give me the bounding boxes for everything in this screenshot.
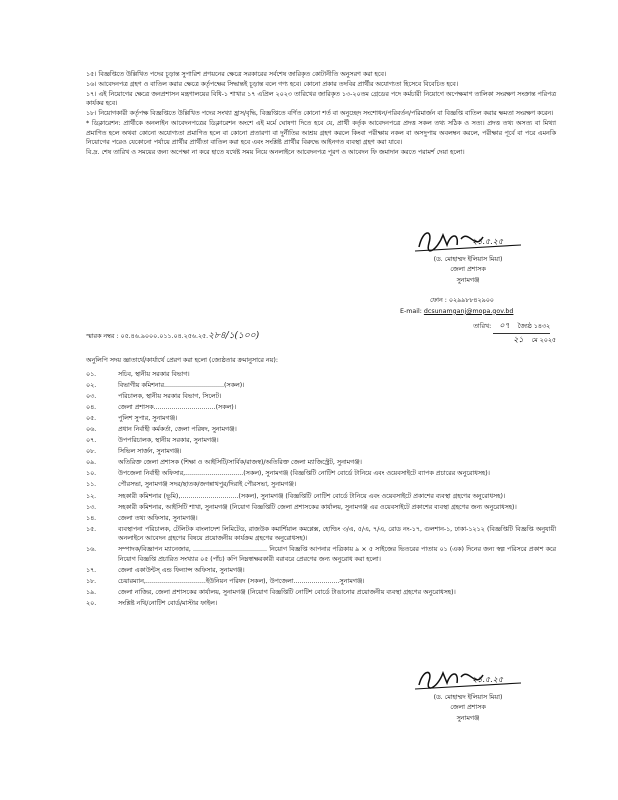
cc-item-number: ০১. xyxy=(86,371,97,378)
clause-18: ১৮। নিয়োগকারী কর্তৃপক্ষ বিজ্ঞপ্তিতে উল্লিখিত পদের সংখ্যা হ্রাস/বৃদ্ধি, বিজ্ঞপ্তিতে বর্ণিত কোনো শর্ত বা অনুচ্ছেদ সংশোধন/পরিবর্তন/পরিমার্জন বা বিজ্ঞপ্তি বাতিল করার ক্ষমতা সংরক্ষণ করেন। xyxy=(86,110,554,117)
date-en-month-year: মে ২০২৫ xyxy=(531,336,556,344)
cc-list-item xyxy=(86,545,556,565)
cc-item-text: সহকারী কমিশনার (ভূমি),.............................(সকল), সুনামগঞ্জ (বিজ্ঞপ্তিটি নোটিশ বোর্ডে টানিয়ে এবং ওয়েবসাইটে প্রকাশের ব্যবস্থা গ্রহণের অনুরোধসহ)। xyxy=(118,492,506,500)
cc-list-item xyxy=(86,436,556,446)
cc-item-number: ০৮. xyxy=(86,448,97,456)
memo-handwritten-number: ২৮৪/১(১০০) xyxy=(208,331,260,341)
cc-list xyxy=(86,370,556,610)
cc-list-item xyxy=(86,599,556,609)
signature-date: ২১.৫.২৫ xyxy=(472,237,504,246)
handwritten-signature-icon xyxy=(413,665,523,693)
cc-item-text: জেলা নাজির, জেলা প্রশাসকের কার্যালয়, সুনামগঞ্জ (নিয়োগ বিজ্ঞপ্তিটি নোটিশ বোর্ডে টাঙানোর প্রয়োজনীয় ব্যবস্থা গ্রহণের অনুরোধসহ)। xyxy=(118,589,456,597)
cc-list-item xyxy=(86,370,556,380)
cc-list-item xyxy=(86,414,556,424)
cc-intro: অনুলিপি সদয় জ্ঞাতার্থে/কার্যার্থে প্রেরণ করা হলো (জ্যেষ্ঠতার ক্রমানুসারে নয়): xyxy=(86,357,278,364)
email-label: E-mail: xyxy=(400,307,422,315)
cc-list-item xyxy=(86,425,556,435)
phone-number: ০২৯৯৮৮৪২৯০০ xyxy=(448,297,494,304)
cc-list-item xyxy=(86,588,556,598)
contact-block xyxy=(400,296,560,317)
signatory-title: জেলা প্রশাসক xyxy=(450,266,486,274)
cc-item-text: জেলা একাউন্টস্ এন্ড ফিন্যান্স অফিসার, সুনামগঞ্জ। xyxy=(118,567,245,575)
cc-item-number: ০৭. xyxy=(86,437,97,445)
cc-item-number: ১৮. xyxy=(86,578,97,586)
cc-list-item xyxy=(86,577,556,587)
cc-list-item xyxy=(86,403,556,413)
signature-date: ২১.৫.২৫ xyxy=(472,675,504,684)
cc-list-item xyxy=(86,392,556,402)
cc-item-number: ২০. xyxy=(86,600,97,608)
clause-15: ১৫। বিজ্ঞপ্তিতে উল্লিখিত পদের চূড়ান্ত সুপারিশ প্রণয়নের ক্ষেত্রে সরকারের সর্বশেষ জারিকৃত কোটানীতি অনুসরণ করা হবে। xyxy=(86,71,387,78)
cc-item-text: পৌরসভা, সুনামগঞ্জ সদর/ছাতক/জগন্নাথপুর/দিরাই পৌরসভা, সুনামগঞ্জ। xyxy=(118,481,297,489)
cc-item-text: প্রধান নির্বাহী কর্মকর্তা, জেলা পরিষদ, সুনামগঞ্জ। xyxy=(118,426,237,434)
cc-item-number: ১৬. xyxy=(86,546,97,554)
clause-16: ১৬। আবেদনপত্র গ্রহণ ও বাতিল করার ক্ষেত্রে কর্তৃপক্ষের সিদ্ধান্তই চূড়ান্ত বলে গণ্য হবে। কোনো প্রকার তদবির প্রার্থীর অযোগ্যতা হিসেবে বিবেচিত হবে। xyxy=(86,80,459,88)
cc-item-number: ১৯. xyxy=(86,589,97,597)
clause-17: ১৭। এই নিয়োগের ক্ষেত্রে জনপ্রশাসন মন্ত্রণালয়ের বিধি-১ শাখার ১৭ এপ্রিল ২০২৩ তারিখের জারিকৃত ১৩-২০তম গ্রেডের পদে কর্মচারী নিয়োগে অপেক্ষমাণ তালিকা সংরক্ষণ সংক্রান্ত পরিপত্র কার্যকর হবে। xyxy=(86,90,556,108)
note: বি.দ্র. শেষ তারিখ ও সময়ের জন্য অপেক্ষা না করে হাতে যথেষ্ট সময় নিয়ে অনলাইনে আবেদনপত্র পূরণ ও আবেদন ফি জমাদান করতে পরামর্শ দেয়া হলো। xyxy=(86,149,465,156)
cc-list-item xyxy=(86,566,556,576)
cc-item-text: ব্যবস্থাপনা পরিচালক, টেলিটক বাংলাদেশ লিমিটেড, রাজউক কমার্শিয়াল কমপ্লেক্স, হোল্ডিং ৩/এ, ৫/এ, ৭/এ, রোড নং-১৭, গুলশান-১, ঢাকা-১২১২ (বিজ্ঞপ্তিটি বিজ্ঞপ্তি অনুযায়ী অনলাইনে আবেদন গ্রহণের বিষয়ে প্রয়োজনীয় কার্যক্রম গ্রহণের অনুরোধসহ)। xyxy=(118,525,556,543)
cc-list-item xyxy=(86,480,556,490)
signatory-title: জেলা প্রশাসক xyxy=(450,704,486,712)
memo-date xyxy=(473,320,556,347)
declaration: * ডিক্লারেশন: প্রার্থীকে অনলাইন আবেদনপত্রের ডিক্লারেশন অংশে এই মর্মে ঘোষণা দিতে হবে যে, প্রার্থী কর্তৃক আবেদনপত্রে প্রদত্ত সকল তথ্য সঠিক ও সত্য। প্রদত্ত তথ্য অসত্য বা মিথ্যা প্রমাণিত হলে অথবা কোনো অযোগ্যতা প্রমাণিত হলে বা কোনো প্রতারণা বা দুর্নীতির আশ্রয় গ্রহণ করলে কিংবা পরীক্ষায় নকল বা অসদুপায় অবলম্বন করলে, পরীক্ষার পূর্বে বা পরে এমনকি নিয়োগের পরেও যেকোনো পর্যায়ে প্রার্থীর প্রার্থীতা বাতিল করা হবে এবং সংশ্লিষ্ট প্রার্থীর বিরুদ্ধে আইনগত ব্যবস্থা গ্রহণ করা যাবে। xyxy=(86,119,556,147)
cc-item-number: ০২. xyxy=(86,382,97,390)
cc-item-text: জেলা তথ্য অফিসার, সুনামগঞ্জ। xyxy=(118,514,198,522)
date-en-day: ২১ xyxy=(513,334,524,344)
cc-item-text: উপজেলা নির্বাহী অফিসার,.............................(সকল), সুনামগঞ্জ (বিজ্ঞপ্তিটি নোটিশ বোর্ডে টানিয়ে এবং ওয়েবসাইটে ব্যাপক প্রচারের অনুরোধসহ)। xyxy=(118,470,490,478)
cc-item-text: অতিরিক্ত জেলা প্রশাসক (শিক্ষা ও আইসিটি/সার্বিক/রাজস্ব)/অতিরিক্ত জেলা ম্যাজিস্ট্রেট, সুনামগঞ্জ। xyxy=(118,459,362,467)
cc-item-text: সম্পাদক/বিজ্ঞাপন ম্যানেজার, ..................................... নিয়োগ বিজ্ঞপ্তি আপনার পত্রিকায় ৯ × ৫ সাইজের ভিতরের পাতায় ০১ (এক) দিনের জন্য স্বল্প পরিসরে প্রকাশ করে নিয়োগ বিজ্ঞপ্তি প্রচারিত সংখ্যার ০৫ (পাঁচ) কপি নিম্নস্বাক্ষরকারী বরাবরে প্রেরণের জন্য অনুরোধ করা হলো। xyxy=(118,546,556,564)
cc-item-text: জেলা প্রশাসক...............................(সকল)। xyxy=(118,404,236,412)
cc-item-text: পুলিশ সুপার, সুনামগঞ্জ। xyxy=(118,415,178,423)
cc-item-number: ১৭. xyxy=(86,567,97,575)
cc-item-text: পরিচালক, স্থানীয় সরকার বিভাগ, সিলেট। xyxy=(118,393,222,401)
signatory-place: সুনামগঞ্জ xyxy=(456,714,480,722)
cc-item-number: ০৩. xyxy=(86,393,97,401)
cc-item-number: ১০. xyxy=(86,470,97,478)
handwritten-signature-icon xyxy=(413,225,523,255)
cc-item-text: সিভিল সার্জন, সুনামগঞ্জ। xyxy=(118,448,182,456)
cc-item-text: বিভাগীয় কমিশনার..............................(সকল)। xyxy=(118,382,245,390)
cc-item-number: ১৫. xyxy=(86,525,97,533)
phone-label: ফোন : xyxy=(430,297,447,304)
signatory-name: (ড. মোহাম্মদ ইলিয়াস মিয়া) xyxy=(433,694,503,701)
cc-list-item xyxy=(86,525,556,545)
cc-list-item xyxy=(86,514,556,524)
signature-block-top xyxy=(408,225,528,286)
cc-item-text: সংশ্লিষ্ট নথি/নোটিশ বোর্ড/মাস্টার ফাইল। xyxy=(118,600,218,608)
date-bn-month-year: জ্যৈষ্ঠ ১৪৩২ xyxy=(517,323,551,330)
signatory-name: (ড. মোহাম্মদ ইলিয়াস মিয়া) xyxy=(433,256,503,263)
date-bn-day: ০৭ xyxy=(499,321,510,330)
cc-item-number: ১৩. xyxy=(86,503,97,511)
cc-item-text: সহকারী কমিশনার, আইসিটি শাখা, সুনামগঞ্জ (নিয়োগ বিজ্ঞপ্তিটি জেলা প্রশাসকের কার্যালয়, সুনামগঞ্জ এর ওয়েবসাইটে প্রকাশের ব্যবস্থা গ্রহণের জন্য অনুরোধসহ)। xyxy=(118,503,517,511)
cc-item-number: ১১. xyxy=(86,481,97,489)
cc-list-item xyxy=(86,381,556,391)
signature-block-bottom xyxy=(408,665,528,724)
cc-item-number: ০৯. xyxy=(86,459,97,467)
cc-item-number: ১৪. xyxy=(86,514,97,522)
cc-item-number: ০৬. xyxy=(86,426,97,434)
clauses-block xyxy=(86,70,556,158)
date-label: তারিখ: xyxy=(473,323,492,330)
cc-item-number: ০৪. xyxy=(86,404,97,412)
cc-list-item xyxy=(86,458,556,468)
email-address[interactable]: dcsunamganj@mopa.gov.bd xyxy=(423,307,514,315)
cc-item-number: ১২. xyxy=(86,492,97,500)
cc-item-text: উপপরিচালক, স্থানীয় সরকার, সুনামগঞ্জ। xyxy=(118,437,219,445)
cc-item-number: ০৫. xyxy=(86,415,97,423)
memo-number: স্মারক নম্বর : ০৫.৪৬.৯০০০.০১১.০৪.২৫৬.২৫.২৮৪/১(১০০) xyxy=(86,331,260,341)
cc-list-item xyxy=(86,503,556,513)
cc-list-item xyxy=(86,469,556,479)
cc-list-item xyxy=(86,447,556,457)
cc-list-item xyxy=(86,492,556,502)
cc-item-text: চেয়ারম্যান,..............................ইউনিয়ন পরিষদ (সকল), উপজেলা.......................সুনামগঞ্জ। xyxy=(118,578,365,586)
cc-item-text: সচিব, স্থানীয় সরকার বিভাগ। xyxy=(118,371,190,378)
signatory-place: সুনামগঞ্জ xyxy=(456,276,480,284)
